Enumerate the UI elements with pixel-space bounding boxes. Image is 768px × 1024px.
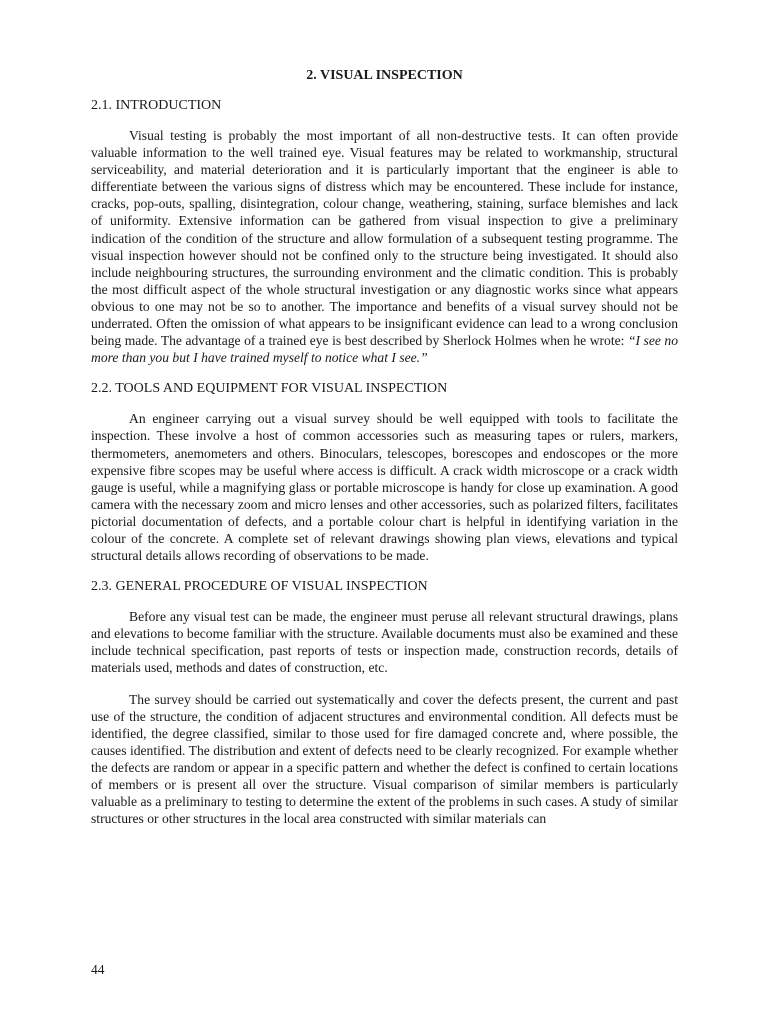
document-page	[91, 66, 678, 841]
section-tools-and-equipment	[91, 380, 678, 564]
section-heading-tools: 2.2. TOOLS AND EQUIPMENT FOR VISUAL INSPECTION	[91, 381, 448, 397]
page-number: 44	[91, 962, 105, 977]
chapter-title: 2. VISUAL INSPECTION	[306, 68, 463, 83]
introduction-paragraph	[91, 127, 678, 366]
procedure-paragraph-2: The survey should be carried out systematically and cover the defects present, the current and past use of the structure, the condition of adjacent structures and environmental condition. All defects must be identified, the degree classified, similar to those used for fire damaged concrete and, where possible, the causes identified. The distribution and extent of defects need to be clearly recognized. For example whether the defects are random or appear in a specific pattern and whether the defect is confined to certain locations of members or is present all over the structure. Visual comparison of similar members is particularly valuable as a preliminary to testing to determine the extent of the problems in such cases. A study of similar structures or other structures in the local area constructed with similar materials can	[91, 691, 678, 827]
procedure-paragraph-1: Before any visual test can be made, the engineer must peruse all relevant structural drawings, plans and elevations to become familiar with the structure. Available documents must also be examined and these include technical specification, past reports of tests or inspection made, construction records, details of materials used, methods and dates of construction, etc.	[91, 609, 678, 676]
section-introduction	[91, 97, 678, 366]
tools-paragraph: An engineer carrying out a visual survey should be well equipped with tools to facilitate the inspection. These involve a host of common accessories such as measuring tapes or rulers, markers, thermometers, anemometers and others. Binoculars, telescopes, borescopes and endoscopes or the more expensive fibre scopes may be useful where access is difficult. A crack width microscope or a crack width gauge is useful, while a magnifying glass or portable microscope is handy for close up examination. A good camera with the necessary zoom and micro lenses and other accessories, such as polarized filters, facilitates pictorial documentation of defects, and a portable colour chart is helpful in identifying variation in the colour of the concrete. A complete set of relevant drawings showing plan views, elevations and typical structural details allows recording of observations to be made.	[91, 411, 678, 564]
section-heading-procedure: 2.3. GENERAL PROCEDURE OF VISUAL INSPECTION	[91, 579, 428, 595]
sherlock-holmes-quote: “I see no more than you but I have trained myself to notice what I see.”	[91, 333, 678, 366]
section-general-procedure	[91, 578, 678, 827]
section-heading-introduction: 2.1. INTRODUCTION	[91, 98, 222, 113]
introduction-paragraph-text: Visual testing is probably the most important of all non-destructive tests. It can often provide valuable information to the well trained eye. Visual features may be related to workmanship, structural serviceability, and material deterioration and it is particularly important that the engineer is able to differentiate between the various signs of distress which may be encountered. These include for instance, cracks, pop-outs, spalling, disintegration, colour change, weathering, staining, surface blemishes and lack of uniformity. Extensive information can be gathered from visual inspection to give a preliminary indication of the condition of the structure and allow formulation of a subsequent testing programme. The visual inspection however should not be confined only to the structure being investigated. It should also include neighbouring structures, the surrounding environment and the climatic condition. This is probably the most difficult aspect of the whole structural investigation or any diagnostic works since what appears obvious to one may not be so to another. The importance and benefits of a visual survey should not be underrated. Often the omission of what appears to be insignificant evidence can lead to a wrong conclusion being made. The advantage of a trained eye is best described by Sherlock Holmes when he wrote:	[91, 128, 678, 349]
